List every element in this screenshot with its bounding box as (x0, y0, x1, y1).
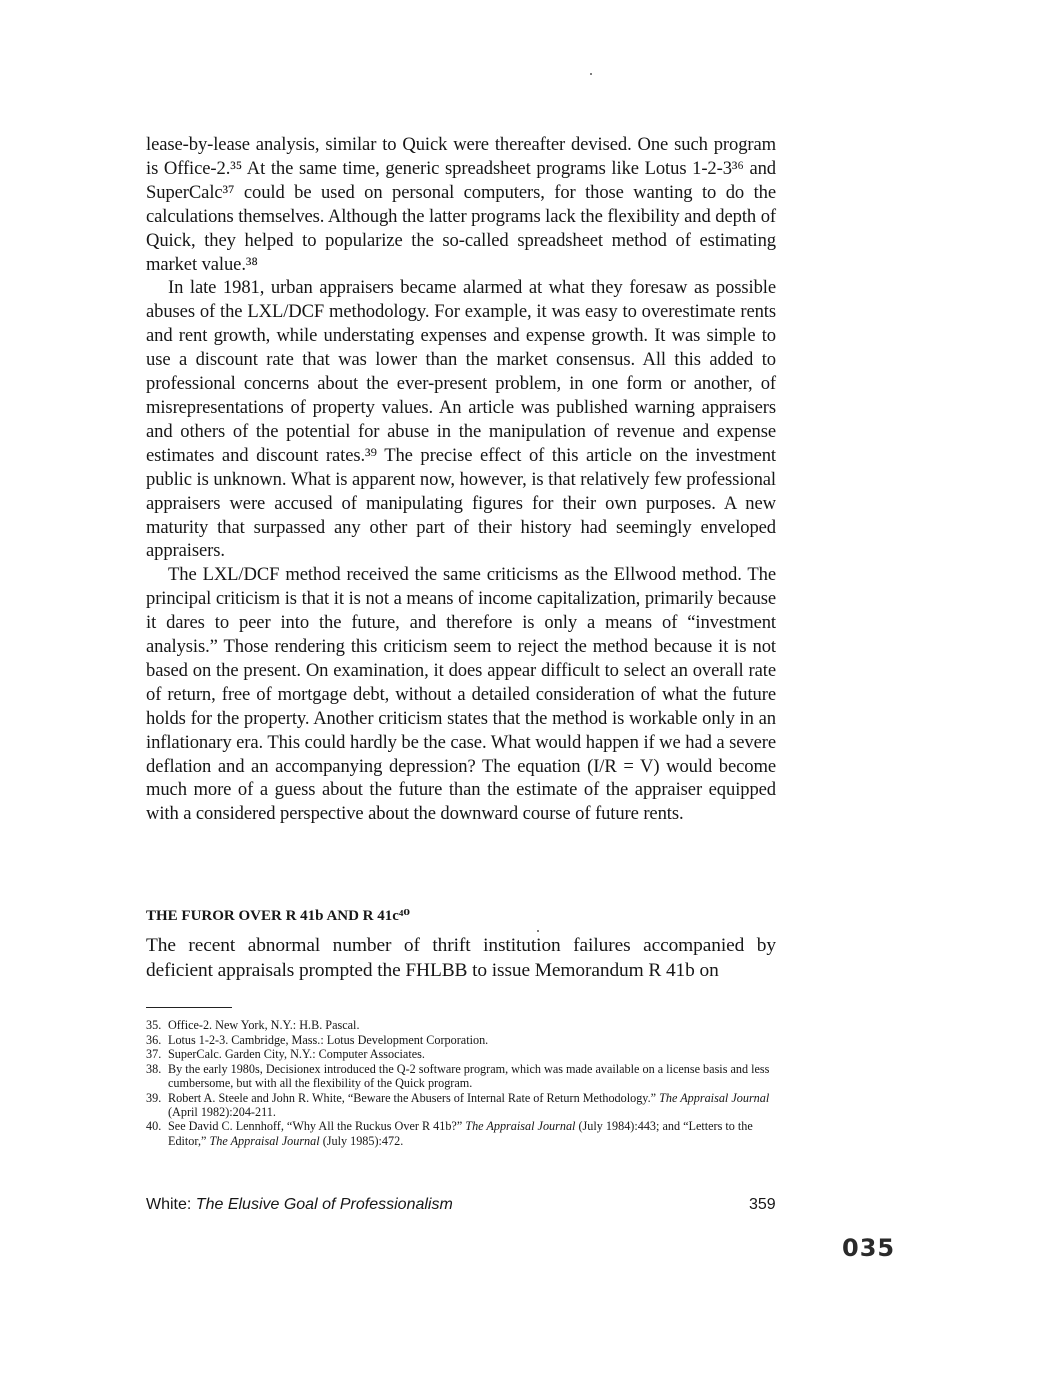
scan-speck (590, 73, 592, 75)
footnote-citation-middle: (July 1984):443; and “Letters to the Editor,” (168, 1119, 753, 1148)
journal-title: The Appraisal Journal (659, 1090, 770, 1105)
paragraph-thrift-failures-text: The recent abnormal number of thrift institution failures accompanied by deficient appraisals prompted the FHLBB to issue Memorandum R 41b on (146, 935, 776, 981)
footnote-number: 36. (146, 1032, 162, 1047)
footnote-number: 40. (146, 1119, 162, 1134)
handwritten-stamp: 035 (842, 1234, 896, 1262)
footnote-text (168, 1091, 776, 1119)
paragraph-spreadsheet-programs: lease-by-lease analysis, similar to Quick were thereafter devised. One such program is Office-2.³⁵ At the same time, generic spreadsheet programs like Lotus 1-2-3³⁶ and SuperCalc³⁷ could be used on personal computers, for those wanting to do the calculations themselves. Although the latter programs lack the flexibility and depth of Quick, they helped to popularize the so-called spreadsheet method of estimating market value.³⁸ (146, 134, 776, 275)
journal-title: The Appraisal Journal (209, 1133, 320, 1148)
section-heading: THE FUROR OVER R 41b AND R 41c⁴⁰ (146, 908, 410, 924)
footnote-text: Lotus 1-2-3. Cambridge, Mass.: Lotus Development Corporation. (168, 1032, 489, 1047)
footnote-citation-tail: (April 1982):204-211. (168, 1104, 276, 1119)
footnote (146, 1119, 776, 1147)
scan-speck (537, 930, 539, 932)
page-number: 359 (749, 1196, 776, 1213)
footnote-citation-tail: (July 1985):472. (319, 1133, 404, 1148)
footnote-number: 39. (146, 1090, 162, 1105)
footnote-text: By the early 1980s, Decisionex introduced the Q-2 software program, which was made available on a license basis and less cumbersome, but with all the flexibility of the Quick program. (168, 1061, 770, 1090)
running-footer (146, 1196, 453, 1214)
footnote-number: 37. (146, 1047, 162, 1062)
footnote-text: SuperCalc. Garden City, N.Y.: Computer Associates. (168, 1047, 425, 1062)
footnote (146, 1033, 776, 1047)
footnote-divider (146, 1007, 232, 1008)
footnote-citation: See David C. Lennhoff, “Why All the Ruckus Over R 41b?” (168, 1119, 466, 1134)
body-text-block (146, 133, 776, 826)
footnote (146, 1062, 776, 1090)
footer-title: The Elusive Goal of Professionalism (195, 1196, 453, 1213)
footnotes (146, 1018, 776, 1148)
footnote (146, 1018, 776, 1032)
footnote-citation: Robert A. Steele and John R. White, “Beware the Abusers of Internal Rate of Return Methodology.” (168, 1090, 660, 1105)
footnote (146, 1047, 776, 1061)
footer-author: White: (146, 1196, 196, 1213)
footnote-number: 38. (146, 1061, 162, 1076)
paragraph-criticisms: The LXL/DCF method received the same criticisms as the Ellwood method. The principal criticism is that it is not a means of income capitalization, primarily because it dares to peer into the future, and therefore is only a means of “investment analysis.” Those rendering this criticism seem to reject the method because it is not based on the present. On examination, it does appear difficult to select an overall rate of return, free of mortgage debt, without a detailed consideration of what the future holds for the property. Another criticism states that the method is workable only in an inflationary era. This could hardly be the case. What would happen if we had a severe deflation and an accompanying depression? The equation (I/R = V) would become much more of a guess about the future than the estimate of the appraiser equipped with a considered perspective about the downward course of future rents. (146, 564, 776, 825)
paragraph-thrift-failures (146, 934, 776, 983)
journal-title: The Appraisal Journal (465, 1119, 576, 1134)
paragraph-abuses-lxl-dcf: In late 1981, urban appraisers became alarmed at what they foresaw as possible abuses of the LXL/DCF methodology. For example, it was easy to overestimate rents and rent growth, while understating expenses and expense growth. It was simple to use a discount rate that was lower than the market consensus. All this added to professional concerns about the ever-present problem, in one form or another, of misrepresentations of property values. An article was published warning appraisers and others of the potential for abuse in the manipulation of revenue and expense estimates and discount rates.³⁹ The precise effect of this article on the investment public is unknown. What is apparent now, however, is that relatively few professional appraisers were accused of manipulating figures for their own purposes. A new maturity that surpassed any other part of their history had seemingly enveloped appraisers. (146, 277, 776, 562)
footnote-number: 35. (146, 1018, 162, 1032)
footnote-text (168, 1119, 776, 1147)
footnote (146, 1091, 776, 1119)
footnote-text: Office-2. New York, N.Y.: H.B. Pascal. (168, 1018, 360, 1032)
